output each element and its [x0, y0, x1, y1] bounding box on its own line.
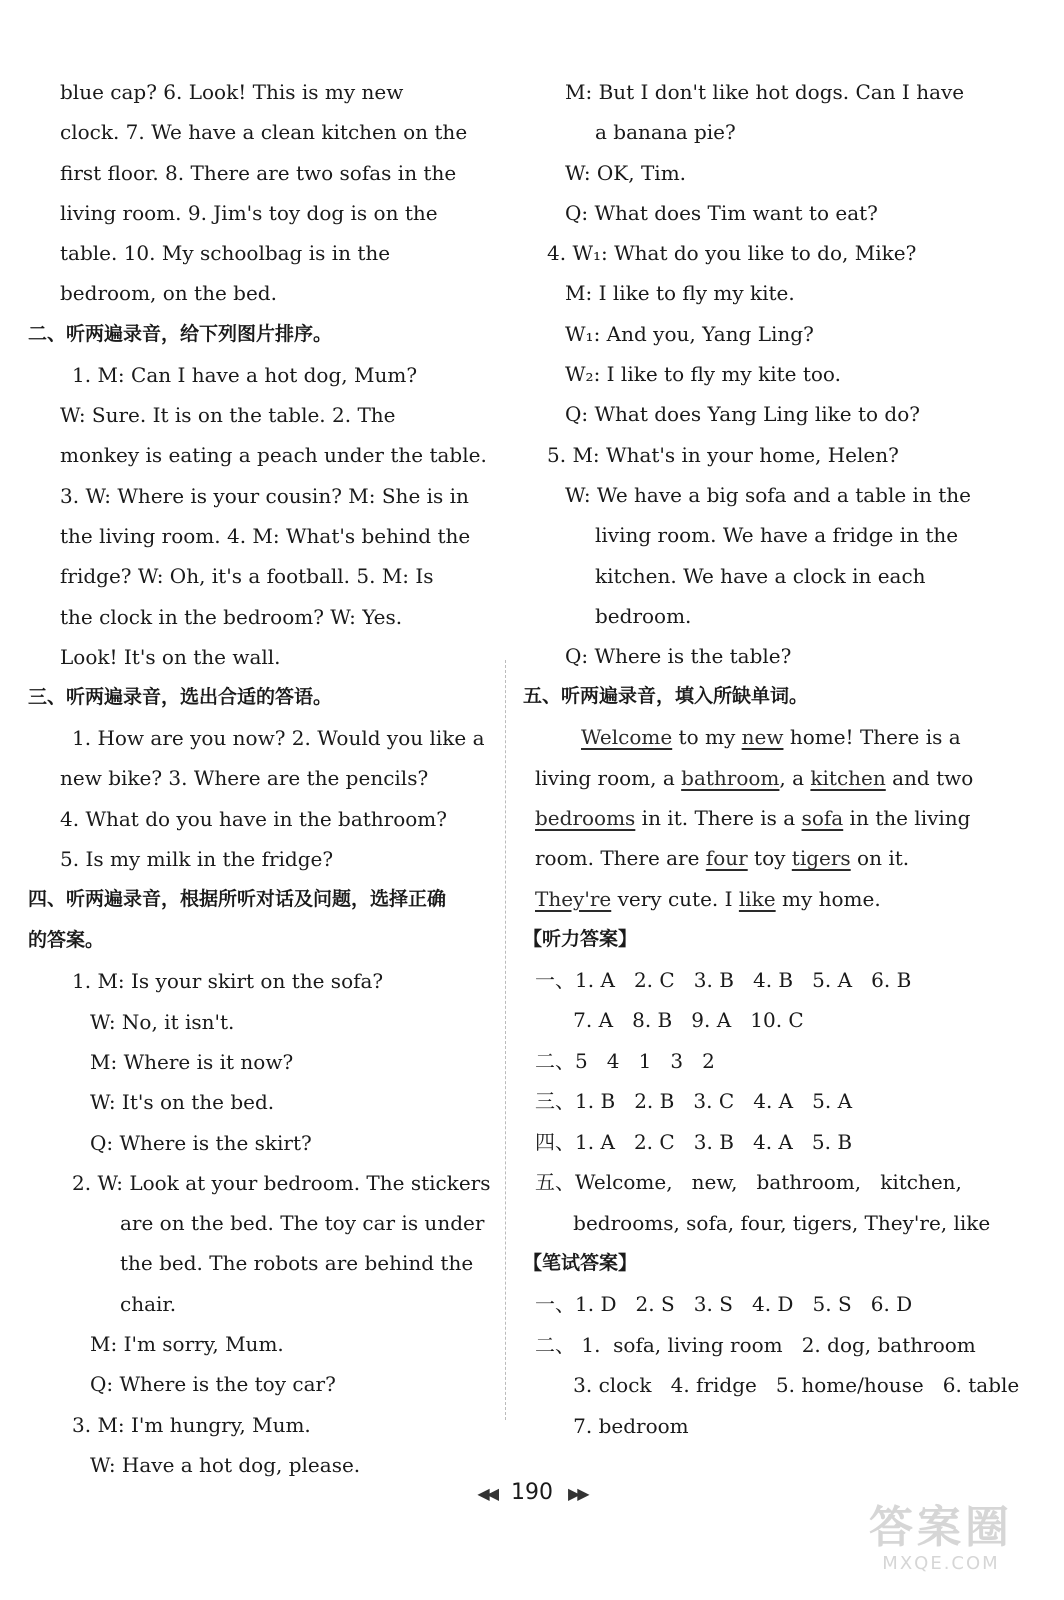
- section-heading: 二、听两遍录音，给下列图片排序。: [28, 322, 333, 345]
- filled-blank: new: [741, 725, 784, 750]
- text-line: 2. W: Look at your bedroom. The stickers: [72, 1170, 491, 1195]
- passage-text: in it. There is a: [635, 806, 802, 831]
- text-line: bedroom.: [595, 603, 692, 628]
- watermark-url: MXQE.COM: [882, 1553, 1000, 1574]
- filled-blank: bedrooms: [535, 806, 636, 831]
- answer-line: 7. bedroom: [535, 1413, 689, 1438]
- site-watermark: [846, 1503, 1036, 1578]
- answer-line: 五、Welcome, new, bathroom, kitchen,: [535, 1170, 962, 1195]
- passage-text: to my: [672, 725, 742, 750]
- text-line: first floor. 8. There are two sofas in the: [60, 160, 457, 185]
- text-line: are on the bed. The toy car is under: [120, 1211, 485, 1236]
- text-line: 1. M: Is your skirt on the sofa?: [72, 969, 384, 994]
- dialogue-continued: [535, 72, 1005, 676]
- listening-answers: [535, 960, 1005, 1244]
- filled-blank: Welcome: [581, 725, 673, 750]
- text-line: Q: Where is the skirt?: [90, 1130, 312, 1155]
- text-line: fridge? W: Oh, it's a football. 5. M: Is: [60, 564, 434, 589]
- text-line: 3. M: I'm hungry, Mum.: [72, 1412, 311, 1437]
- text-line: W₁: And you, Yang Ling?: [565, 321, 814, 346]
- passage-text: very cute. I: [611, 886, 739, 911]
- text-line: table. 10. My schoolbag is in the: [60, 241, 391, 266]
- text-line: 5. Is my milk in the fridge?: [60, 847, 334, 872]
- text-line: blue cap? 6. Look! This is my new: [60, 80, 404, 104]
- passage-text: toy: [747, 846, 792, 871]
- text-line: M: Where is it now?: [90, 1049, 294, 1074]
- text-line: M: I'm sorry, Mum.: [90, 1332, 284, 1357]
- answer-line: 一、1. D 2. S 3. S 4. D 5. S 6. D: [535, 1292, 913, 1317]
- filled-blank: four: [705, 846, 748, 871]
- answer-line: 二、5 4 1 3 2: [535, 1048, 715, 1073]
- text-line: 3. W: Where is your cousin? M: She is in: [60, 483, 469, 508]
- answer-line: 四、1. A 2. C 3. B 4. A 5. B: [535, 1129, 853, 1154]
- passage-text: , a: [779, 765, 811, 790]
- section-heading: 四、听两遍录音，根据所听对话及问题，选择正确: [28, 888, 447, 911]
- text-line: W: Have a hot dog, please.: [90, 1452, 361, 1477]
- answer-line: 3. clock 4. fridge 5. home/house 6. table: [535, 1373, 1020, 1398]
- text-line: the clock in the bedroom? W: Yes.: [60, 604, 403, 629]
- text-line: kitchen. We have a clock in each: [595, 563, 926, 588]
- column-divider: [505, 660, 506, 1420]
- section-heading: 的答案。: [28, 929, 105, 952]
- passage-line: [535, 798, 1005, 838]
- right-column: [523, 72, 1020, 1446]
- text-line: new bike? 3. Where are the pencils?: [60, 766, 429, 791]
- filled-blank: sofa: [801, 806, 844, 831]
- text-line: living room. We have a fridge in the: [595, 523, 959, 548]
- text-line: Q: What does Tim want to eat?: [565, 200, 878, 225]
- text-line: M: I like to fly my kite.: [565, 281, 795, 306]
- passage-line: [535, 879, 1005, 919]
- text-line: 4. W₁: What do you like to do, Mike?: [547, 241, 917, 266]
- filled-blank: bathroom: [681, 765, 780, 790]
- text-line: bedroom, on the bed.: [60, 281, 277, 306]
- text-line: M: But I don't like hot dogs. Can I have: [565, 80, 965, 104]
- text-line: a banana pie?: [595, 120, 736, 145]
- listening-answers-title: 【听力答案】: [523, 927, 638, 950]
- filled-blank: like: [738, 886, 776, 911]
- passage-line: [535, 838, 1005, 878]
- written-answers-title: 【笔试答案】: [523, 1252, 638, 1275]
- passage-text: in the living: [843, 806, 971, 831]
- text-line: W: It's on the bed.: [90, 1090, 275, 1115]
- text-line: Q: Where is the toy car?: [90, 1372, 336, 1397]
- text-line: Look! It's on the wall.: [60, 644, 281, 669]
- text-line: 1. How are you now? 2. Would you like a: [72, 726, 485, 751]
- written-answers: [535, 1284, 1020, 1446]
- filled-blank: They're: [535, 886, 612, 911]
- text-line: W: We have a big sofa and a table in the: [565, 482, 971, 507]
- text-line: 5. M: What's in your home, Helen?: [547, 442, 899, 467]
- text-line: Q: What does Yang Ling like to do?: [565, 402, 920, 427]
- filled-blank: kitchen: [810, 765, 886, 790]
- text-line: W: No, it isn't.: [90, 1009, 235, 1034]
- text-line: the bed. The robots are behind the: [120, 1251, 474, 1276]
- answer-line: 7. A 8. B 9. A 10. C: [535, 1008, 804, 1033]
- page-number: 190: [511, 1480, 553, 1505]
- passage-line: [535, 758, 1005, 798]
- next-arrows-icon: ▶▶: [568, 1484, 587, 1503]
- text-line: Q: Where is the table?: [565, 644, 792, 669]
- filled-blank: tigers: [791, 846, 851, 871]
- answer-line: 一、1. A 2. C 3. B 4. B 5. A 6. B: [535, 967, 912, 992]
- answer-line: 二、 1. sofa, living room 2. dog, bathroom: [535, 1332, 976, 1357]
- text-line: 1. M: Can I have a hot dog, Mum?: [72, 362, 418, 387]
- passage-text: my home.: [775, 886, 881, 911]
- answer-line: bedrooms, sofa, four, tigers, They're, like: [535, 1210, 991, 1235]
- text-line: clock. 7. We have a clean kitchen on the: [60, 120, 468, 145]
- prev-arrows-icon: ◀◀: [477, 1484, 496, 1503]
- text-line: living room. 9. Jim's toy dog is on the: [60, 200, 438, 225]
- passage-line: [535, 717, 1005, 757]
- left-column: [28, 72, 491, 1485]
- text-line: W: OK, Tim.: [565, 160, 687, 185]
- passage-text: and two: [885, 765, 974, 790]
- text-line: W₂: I like to fly my kite too.: [565, 362, 841, 387]
- watermark-logo: 答案圈: [869, 1502, 1013, 1553]
- text-line: the living room. 4. M: What's behind the: [60, 523, 471, 548]
- text-line: chair.: [120, 1291, 177, 1316]
- text-line: W: Sure. It is on the table. 2. The: [60, 403, 396, 428]
- passage-text: home! There is a: [783, 725, 961, 750]
- passage-text: on it.: [850, 846, 910, 871]
- passage-text: room. There are: [535, 846, 706, 871]
- answer-line: 三、1. B 2. B 3. C 4. A 5. A: [535, 1089, 853, 1114]
- text-line: monkey is eating a peach under the table.: [60, 443, 487, 468]
- fill-in-passage: [535, 717, 1005, 918]
- section-heading: 三、听两遍录音，选出合适的答语。: [28, 686, 333, 709]
- text-line: 4. What do you have in the bathroom?: [60, 806, 447, 831]
- passage-text: living room, a: [535, 765, 682, 790]
- section5-heading: 五、听两遍录音，填入所缺单词。: [523, 685, 809, 708]
